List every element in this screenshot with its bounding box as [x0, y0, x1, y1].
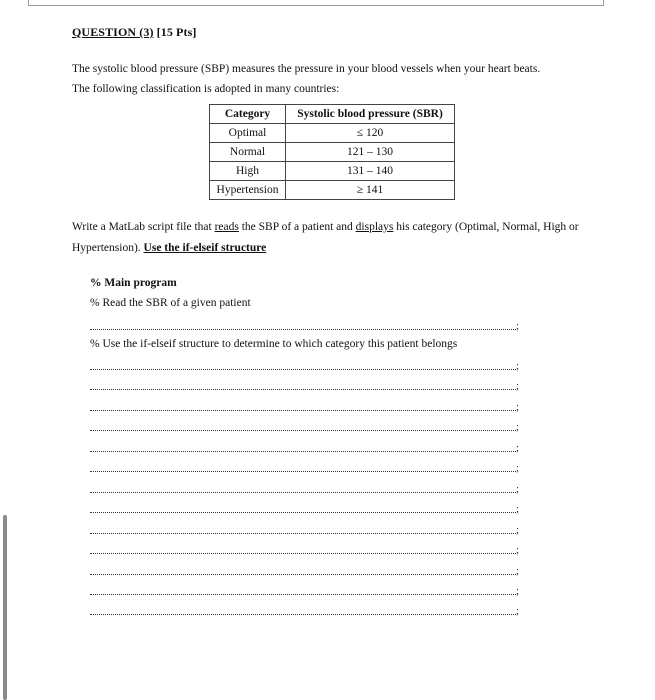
- line-end-semicolon: ;: [516, 361, 520, 372]
- cell-category: Hypertension: [210, 181, 286, 200]
- answer-line[interactable]: [90, 504, 523, 516]
- line-end-semicolon: ;: [516, 484, 520, 495]
- line-end-semicolon: ;: [516, 504, 520, 515]
- answer-line[interactable]: [90, 545, 523, 557]
- line-end-semicolon: ;: [516, 525, 520, 536]
- task-paragraph: [72, 217, 612, 259]
- question-label: QUESTION (3): [72, 25, 154, 39]
- line-end-semicolon: ;: [516, 422, 520, 433]
- page-top-frame: [28, 0, 604, 6]
- answer-line[interactable]: [90, 422, 523, 434]
- answer-line[interactable]: [90, 381, 523, 393]
- task-displays: displays: [355, 221, 394, 233]
- question-heading: [72, 25, 196, 40]
- line-end-semicolon: ;: [516, 463, 520, 474]
- task-text-3: his category (Optimal, Normal, High or Hypertension).: [72, 221, 579, 254]
- line-end-semicolon: ;: [516, 381, 520, 392]
- task-text-1: Write a MatLab script file that: [72, 221, 215, 233]
- line-end-semicolon: ;: [516, 402, 520, 413]
- intro-line-1: The systolic blood pressure (SBP) measures the pressure in your blood vessels when your heart beats.: [72, 63, 541, 75]
- table-row: [210, 181, 455, 200]
- table-header-row: [210, 105, 455, 124]
- classification-table: [209, 104, 455, 200]
- code-ifelseif-comment: % Use the if-elseif structure to determine to which category this patient belongs: [90, 338, 458, 350]
- task-emphasis: Use the if-elseif structure: [143, 242, 267, 254]
- cell-range: ≤ 120: [286, 124, 455, 143]
- scrollbar[interactable]: [3, 515, 7, 700]
- table-row: [210, 162, 455, 181]
- answer-line[interactable]: [90, 361, 523, 373]
- code-read-comment: % Read the SBR of a given patient: [90, 297, 251, 309]
- answer-line[interactable]: [90, 586, 523, 598]
- question-points: [15 Pts]: [156, 25, 197, 39]
- cell-range: 121 – 130: [286, 143, 455, 162]
- header-sbp: Systolic blood pressure (SBR): [286, 105, 455, 124]
- answer-line[interactable]: [90, 443, 523, 455]
- line-end-semicolon: ;: [516, 321, 520, 332]
- cell-category: Normal: [210, 143, 286, 162]
- answer-line[interactable]: [90, 525, 523, 537]
- answer-line[interactable]: [90, 606, 523, 618]
- intro-line-2: The following classification is adopted in many countries:: [72, 83, 340, 95]
- line-end-semicolon: ;: [516, 606, 520, 617]
- line-end-semicolon: ;: [516, 586, 520, 597]
- answer-line[interactable]: [90, 402, 523, 414]
- cell-category: High: [210, 162, 286, 181]
- cell-range: 131 – 140: [286, 162, 455, 181]
- answer-line[interactable]: [90, 463, 523, 475]
- line-end-semicolon: ;: [516, 566, 520, 577]
- answer-line[interactable]: [90, 484, 523, 496]
- answer-line[interactable]: [90, 566, 523, 578]
- cell-category: Optimal: [210, 124, 286, 143]
- task-text-2: the SBP of a patient and: [238, 221, 356, 233]
- table-row: [210, 143, 455, 162]
- code-main-comment: % Main program: [90, 277, 177, 289]
- answer-line[interactable]: [90, 321, 523, 333]
- header-category: Category: [210, 105, 286, 124]
- line-end-semicolon: ;: [516, 443, 520, 454]
- line-end-semicolon: ;: [516, 545, 520, 556]
- task-reads: reads: [214, 221, 239, 233]
- cell-range: ≥ 141: [286, 181, 455, 200]
- table-row: [210, 124, 455, 143]
